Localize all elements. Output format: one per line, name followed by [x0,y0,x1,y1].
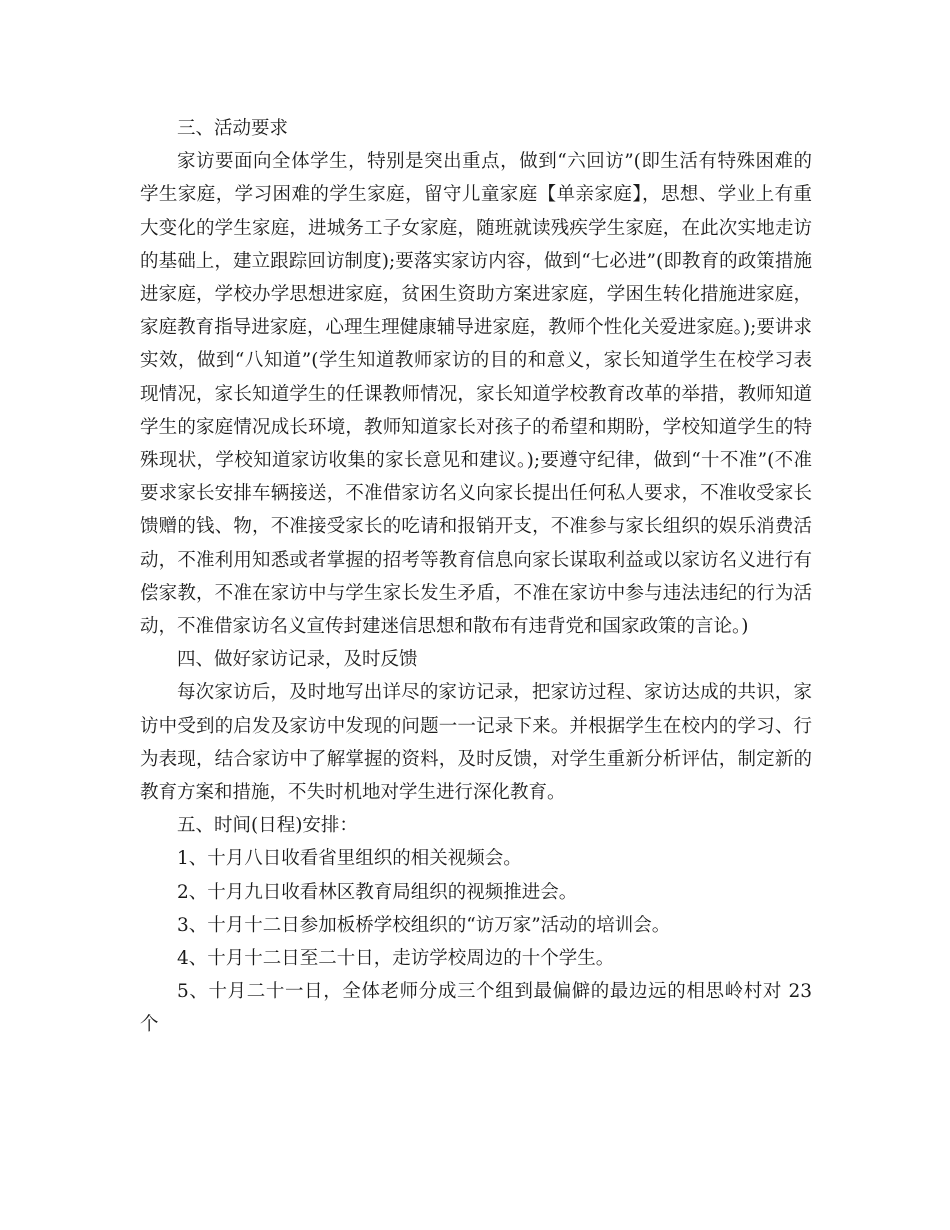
schedule-item: 4、十月十二日至二十日，走访学校周边的十个学生。 [177,948,615,970]
section-heading-activity-requirements: 三、活动要求 [177,118,289,139]
paragraph-activity-requirements: 家访要面向全体学生，特别是突出重点，做到“六回访”(即生活有特殊困难的学生家庭，学习困难的学生家庭，留守儿童家庭【单亲家庭】，思想、学业上有重大变化的学生家庭，进城务工子女家庭，随班就读残疾学生家庭，在此次实地走访的基础上，建立跟踪回访制度);要落实家访内容，做到“七必进”(即教育的政策措施进家庭，学校办学思想进家庭，贫困生资助方案进家庭，学困生转化措施进家庭，家庭教育指导进家庭，心理生理健康辅导进家庭，教师个性化关爱进家庭。);要讲求实效，做到“八知道”(学生知道教师家访的目的和意义，家长知道学生在校学习表现情况，家长知道学生的任课教师情况，家长知道学校教育改革的举措，教师知道学生的家庭情况成长环境，教师知道家长对孩子的希望和期盼，学校知道学生的特殊现状，学校知道家访收集的家长意见和建议。);要遵守纪律，做到“十不准”(不准要求家长安排车辆接送，不准借家访名义向家长提出任何私人要求，不准收受家长馈赠的钱、物，不准接受家长的吃请和报销开支，不准参与家长组织的娱乐消费活动，不准利用知悉或者掌握的招考等教育信息向家长谋取利益或以家访名义进行有偿家教，不准在家访中与学生家长发生矛盾，不准在家访中参与违法违纪的行为活动，不准借家访名义宣传封建迷信思想和散布有违背党和国家政策的言论。) [140,151,812,638]
schedule-item: 1、十月八日收看省里组织的相关视频会。 [177,848,522,870]
schedule-item: 2、十月九日收看林区教育局组织的视频推进会。 [177,881,578,903]
section-heading-visit-records: 四、做好家访记录，及时反馈 [177,649,418,671]
section-heading-schedule: 五、时间(日程)安排： [177,815,358,837]
schedule-item: 5、十月二十一日，全体老师分成三个组到最偏僻的最边远的相思岭村对 23 个 [140,981,812,1036]
document-body [140,112,812,1042]
paragraph-visit-records: 每次家访后，及时地写出详尽的家访记录，把家访过程、家访达成的共识，家访中受到的启发及家访中发现的问题一一记录下来。并根据学生在校内的学习、行为表现，结合家访中了解掌握的资料，及时反馈，对学生重新分析评估，制定新的教育方案和措施，不失时机地对学生进行深化教育。 [140,682,812,804]
schedule-item: 3、十月十二日参加板桥学校组织的“访万家”活动的培训会。 [177,914,671,936]
